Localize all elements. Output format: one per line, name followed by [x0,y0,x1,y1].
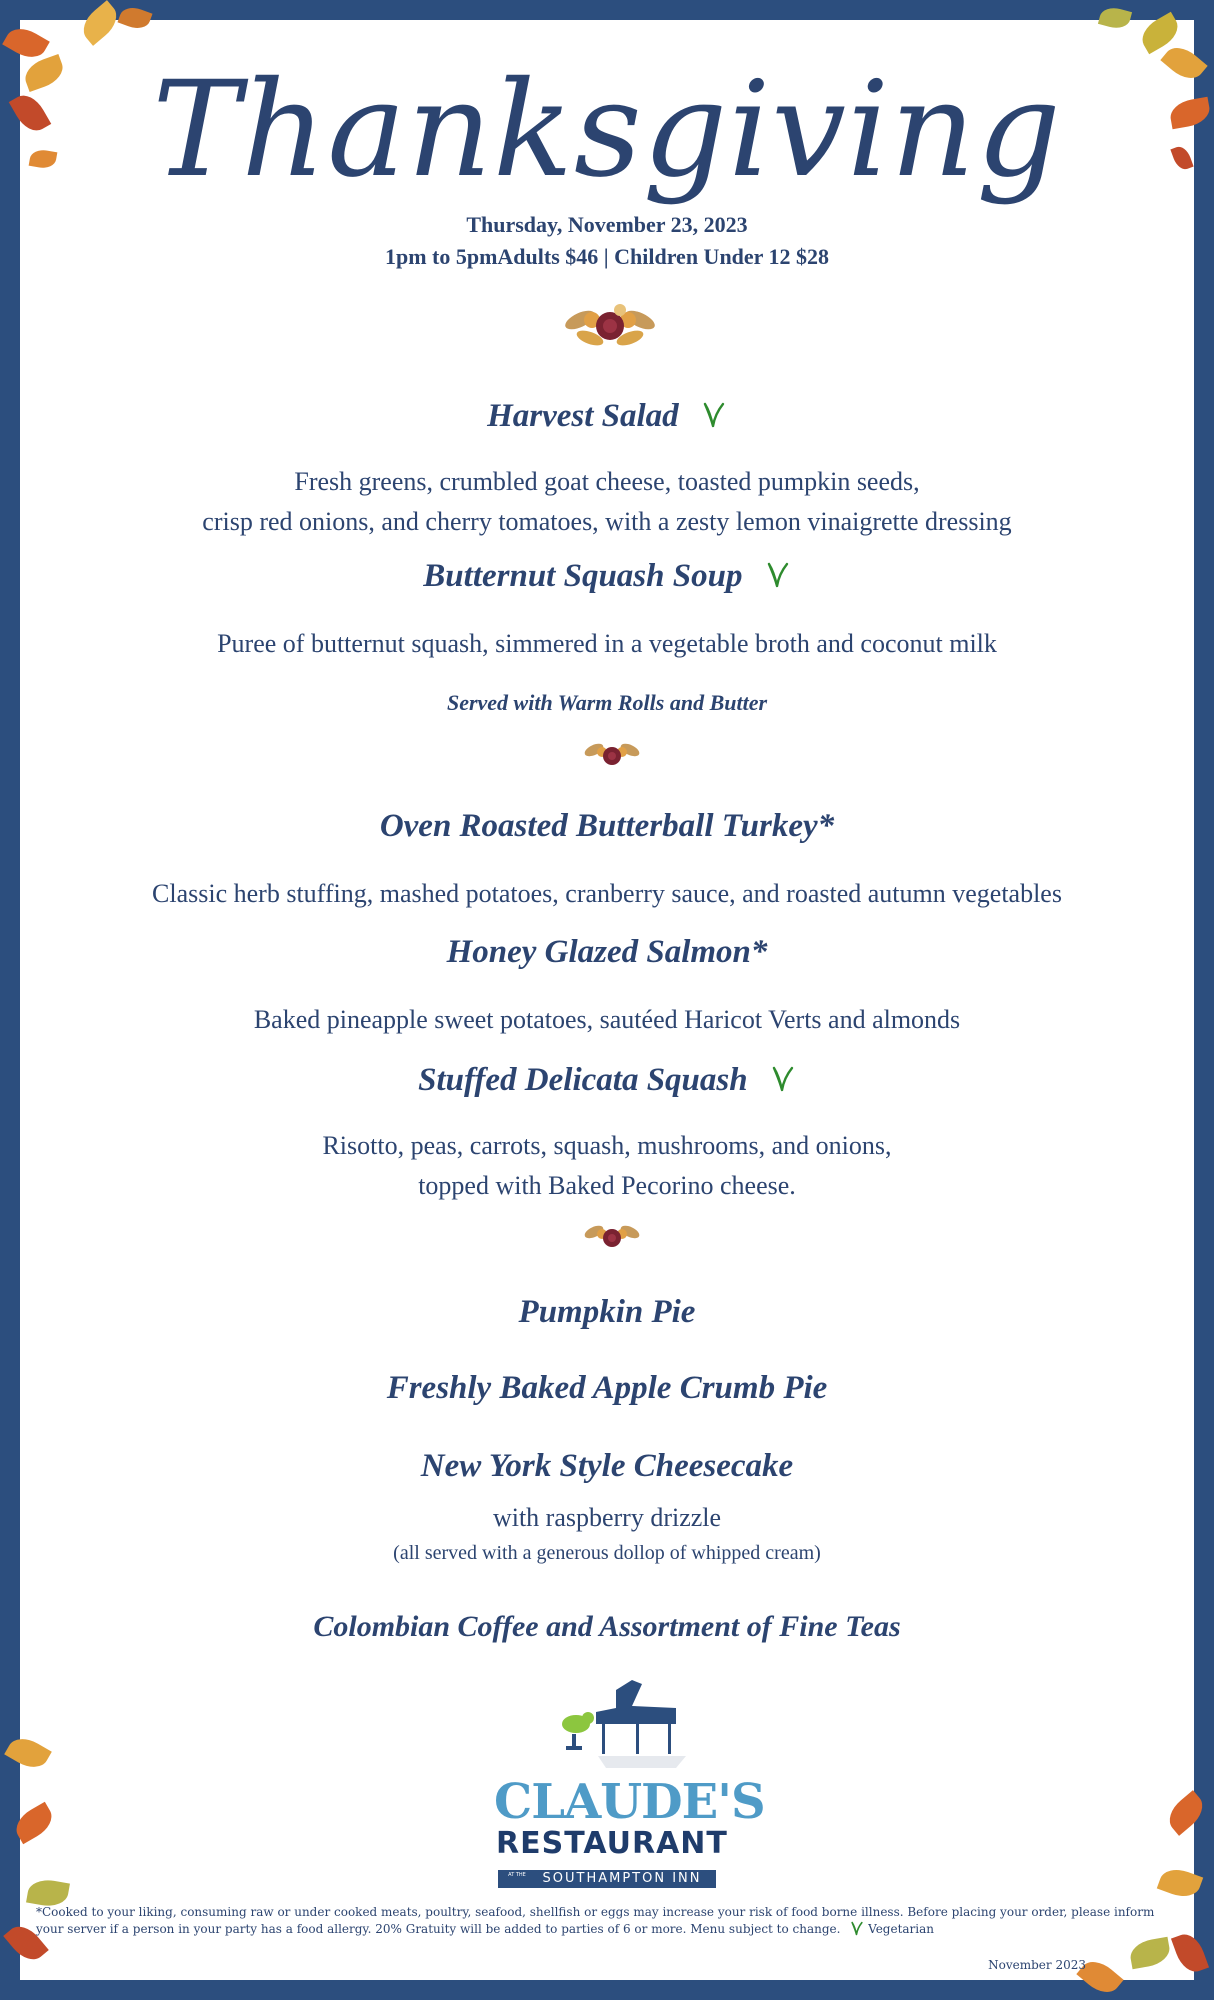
dish-description-line: Fresh greens, crumbled goat cheese, toasted pumpkin seeds, [294,467,920,496]
hours-and-prices: 1pm to 5pmAdults $46 | Children Under 12 $28 [384,244,830,269]
dish-name-turkey: Oven Roasted Butterball Turkey* [379,808,835,844]
vegetarian-legend-label: Vegetarian [868,1922,935,1936]
vegetarian-leaf-icon [765,560,791,588]
vegetarian-leaf-icon [850,1920,864,1936]
footer-date: November 2023 [988,1958,1086,1972]
logo-wordmark-claudes: CLAUDE'S [494,1774,765,1830]
dessert-cheesecake: New York Style Cheesecake [420,1448,794,1484]
logo-wordmark-southampton-inn: SOUTHAMPTON INN [542,1871,702,1886]
grand-piano-logo-icon [536,1678,696,1774]
menu-title: Thanksgiving [152,53,1062,207]
dish-description-line: topped with Baked Pecorino cheese. [418,1171,796,1200]
dish-name-harvest-salad: Harvest Salad [20,398,1194,435]
dish-description: Classic herb stuffing, mashed potatoes, cranberry sauce, and roasted autumn vegetables [152,879,1062,908]
dish-description-line: Risotto, peas, carrots, squash, mushrooms, and onions, [322,1131,892,1160]
footer-disclaimer: *Cooked to your liking, consuming raw or under cooked meats, poultry, seafood, shellfish or eggs may increase your risk of food borne illness. Before placing your order, please inform your server if a person in your party has a food allergy. 20% Gratuity will be added to parties of 6 or more. Menu subject to change. Vegetarian [36,1905,1155,1936]
dish-name-delicata-squash: Stuffed Delicata Squash [20,1062,1194,1099]
dish-description [20,1126,1194,1206]
dessert-apple-crumb-pie: Freshly Baked Apple Crumb Pie [386,1370,828,1406]
dish-description: Baked pineapple sweet potatoes, sautéed Haricot Verts and almonds [253,1005,961,1034]
dish-name-butternut-squash-soup: Butternut Squash Soup [20,558,1194,595]
dish-name-salmon: Honey Glazed Salmon* [446,934,768,970]
floral-ornament [582,730,642,776]
vegetarian-leaf-icon [770,1064,796,1092]
logo-at-the-label: AT THE [508,1872,526,1878]
dessert-description: with raspberry drizzle [492,1503,722,1532]
dish-description: Puree of butternut squash, simmered in a vegetable broth and coconut milk [217,629,997,658]
event-date: Thursday, November 23, 2023 [466,212,748,237]
menu-sheet [20,20,1194,1980]
dish-description [20,462,1194,542]
vegetarian-leaf-icon [701,400,727,428]
dish-description-line: crisp red onions, and cherry tomatoes, with a zesty lemon vinaigrette dressing [202,507,1012,536]
beverages: Colombian Coffee and Assortment of Fine Teas [313,1610,901,1643]
floral-ornament [582,1212,642,1258]
logo-wordmark-restaurant: RESTAURANT [496,1826,728,1861]
floral-ornament [560,290,660,360]
dessert-pumpkin-pie: Pumpkin Pie [518,1294,696,1330]
rolls-note: Served with Warm Rolls and Butter [446,690,768,715]
dessert-note: (all served with a generous dollop of whipped cream) [393,1542,821,1564]
